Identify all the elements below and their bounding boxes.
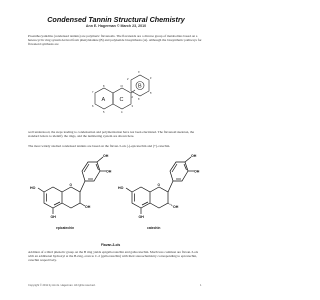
epicatechin-caption: epicatechin: [56, 226, 75, 230]
atom-5-prime: 5': [150, 92, 152, 95]
atom-3-prime: 3': [138, 71, 140, 74]
atom-7: 7: [92, 91, 94, 94]
intro-paragraph: Proanthocyanidins (condensed tannins) are polymeric flavanoids. The flavanoids are a diverse group of metabolites based on a heterocyclic ring system derived from phenylalanine (B) and polyketide biosynthesis (A). Although the biosynthetic pathways for flavanoid synthesis are: [28, 34, 202, 47]
ring-label-c: C: [119, 97, 124, 103]
atom-6: 6: [92, 105, 94, 108]
epicatechin-oh-4prime: OH: [106, 169, 112, 174]
atom-4: 4: [121, 111, 123, 114]
catechin-caption: catechin: [147, 226, 161, 230]
epicatechin-ho-7: HO: [30, 186, 36, 190]
document-title: Condensed Tannin Structural Chemistry: [47, 15, 185, 24]
atom-6-prime: 6': [138, 98, 140, 101]
catechin-oh-5: OH: [138, 215, 144, 219]
catechin-oh-3prime: OH: [191, 154, 197, 158]
atom-2-prime: 2': [127, 78, 129, 81]
catechin-oh-4prime: OH: [194, 169, 200, 174]
epicatechin-oh-3: OH: [85, 205, 91, 209]
gallocatechin-paragraph: Addition of a third phenolic group on the B ring yields epigallocatechin and gallocatechin. Much less common are flavan-3-ols with an additional hydroxyl at the B-ring, even to C-2 (gallocatechin) with their stereochemistry corresponding to epicatechin, catechin respectively.: [28, 250, 199, 263]
epicatechin-o: O: [69, 183, 72, 187]
ring-label-b: B: [138, 83, 142, 90]
flavan-3-ols-caption: Flavan-3-ols: [101, 243, 121, 247]
catechin-ho-7: HO: [118, 186, 124, 190]
flavan-3-ols-paragraph: The most widely studied condensed tannins are based on the flavan-3-ols (-)-epicatechin and (+)-catechin.: [28, 144, 171, 148]
page-number: 1: [200, 284, 202, 287]
atom-8: 8: [103, 85, 105, 88]
atom-o: O: [120, 84, 123, 88]
ring-label-a: A: [101, 97, 106, 103]
catechin-oh-3: OH: [173, 205, 179, 209]
atom-3: 3: [131, 105, 133, 108]
atom-5: 5: [103, 111, 105, 114]
catechin-o: O: [157, 183, 160, 187]
atom-4-prime: 4': [150, 77, 152, 80]
skeleton-paragraph: well understood, the steps leading to condensation and polymerization have not been elucidated. The flavanoid skeleton, the standard letters to identify the rings, and the numbering system are shown here.: [28, 130, 195, 139]
epicatechin-oh-5: OH: [50, 215, 56, 219]
atom-2: 2: [131, 96, 133, 99]
copyright-footer: Copyright © 2011 by Ann E. Hagerman. All rights reserved.: [28, 284, 96, 287]
epicatechin-oh-3prime: OH: [103, 154, 109, 158]
author-line: Ann E. Hagerman © March 23, 2010: [85, 24, 147, 28]
